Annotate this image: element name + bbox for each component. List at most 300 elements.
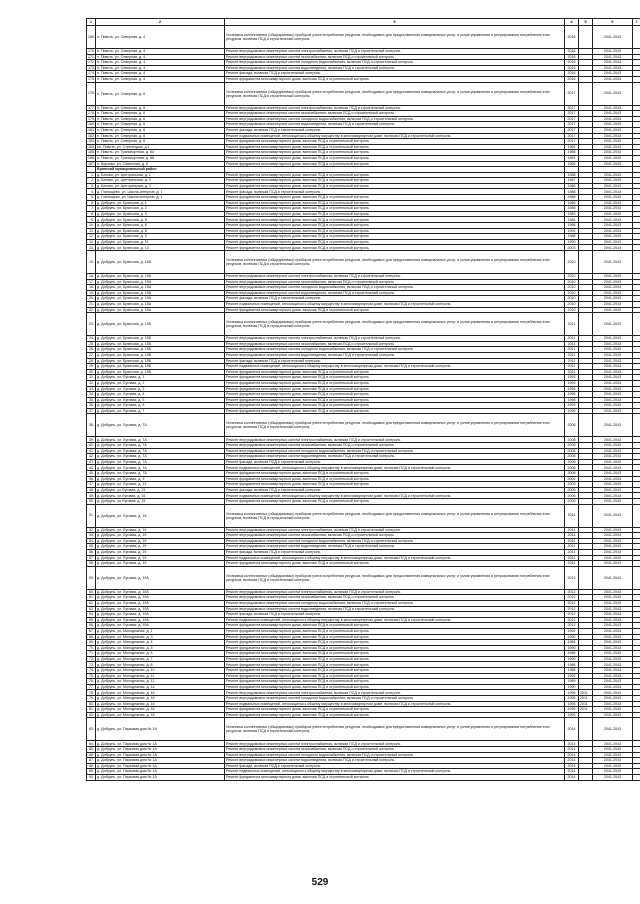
address-cell: д. Добрунь, ул. Брянская, д. 15Б <box>96 369 225 375</box>
address-cell: д. Добрунь, ул. Парковая,дом № 1А <box>96 741 225 747</box>
row-number: 64. <box>87 612 96 618</box>
year-built-cell: 2011 <box>565 341 579 347</box>
work-type-cell: Ремонт фундамента многоквартирного дома, включая ПСД и строительный контроль <box>225 245 565 251</box>
work-type-cell: Ремонт фасада, включая ПСД и строительный контроль <box>225 189 565 195</box>
column-header: 3 <box>225 19 565 26</box>
row-number: 1. <box>87 172 96 178</box>
work-type-cell: Ремонт фундамента многоквартирного дома, включая ПСД и строительный контроль <box>225 392 565 398</box>
year-repaired-cell: 2011 <box>579 707 593 713</box>
row-number: 56. <box>87 549 96 555</box>
planned-period-cell: 2041-2043 <box>593 251 633 274</box>
row-number: 13. <box>87 239 96 245</box>
year-built-cell: 2011 <box>565 555 579 561</box>
planned-period-cell: 2041-2043 <box>593 397 633 403</box>
work-type-cell: Ремонт внутридомовых инженерных систем газоснабжения, включая ПСД и строительный контроль <box>225 111 565 117</box>
row-number: 63. <box>87 606 96 612</box>
year-built-cell: 2011 <box>565 504 579 527</box>
address-cell: д. Добрунь, ул. Луговая, д. 7А <box>96 414 225 437</box>
row-number: 27. <box>87 352 96 358</box>
work-type-cell: Ремонт фундамента многоквартирного дома, включая ПСД и строительный контроль <box>225 408 565 414</box>
work-type-cell: Ремонт фундамента многоквартирного дома, включая ПСД и строительный контроль <box>225 161 565 167</box>
year-built-cell: 1985 <box>565 200 579 206</box>
year-built-cell: 2016 <box>565 54 579 60</box>
row-number: 54. <box>87 538 96 544</box>
row-number: 65. <box>87 617 96 623</box>
row-number: 18. <box>87 285 96 291</box>
table-row <box>87 566 640 589</box>
planned-period-cell: 2041-2043 <box>593 640 633 646</box>
address-cell: д. Добрунь, ул. Брянская, д. 15А <box>96 296 225 302</box>
row-number: 175. <box>88 77 95 82</box>
year-built-cell: 1990 <box>565 684 579 690</box>
row-number: 176. <box>87 82 96 105</box>
row-number: 73. <box>87 662 96 668</box>
row-number: 172. <box>88 60 95 65</box>
address-cell: д. Батово, ул. Центральная, д. 1 <box>96 172 225 178</box>
planned-period-cell: 2041-2043 <box>593 127 633 133</box>
work-type-cell: Ремонт фундамента многоквартирного дома, включая ПСД и строительный контроль <box>225 656 565 662</box>
row-number: 49. <box>87 493 96 499</box>
work-type-cell: Ремонт внутридомовых инженерных систем холодного водоснабжения, включая ПСД и строительный контроль <box>225 752 565 758</box>
row-number: 55. <box>87 544 96 550</box>
column-header: 5 <box>579 19 593 26</box>
year-built-cell: 2003 <box>565 482 579 488</box>
work-type-cell: Ремонт фундамента многоквартирного дома, включая ПСД и строительный контроль <box>225 707 565 713</box>
row-number: 3. <box>87 183 96 189</box>
work-type-cell: Ремонт фасада, включая ПСД и строительный контроль <box>225 612 565 618</box>
work-type-cell: Ремонт фундамента многоквартирного дома, включая ПСД и строительный контроль <box>225 679 565 685</box>
work-type-cell: Ремонт фундамента многоквартирного дома, включая ПСД и строительный контроль <box>225 172 565 178</box>
planned-period-cell: 2041-2043 <box>593 369 633 375</box>
year-built-cell: 2016 <box>565 26 579 49</box>
year-built-cell: 1988 <box>565 206 579 212</box>
address-cell: д. Добрунь, ул. Луговая, д. 19 <box>96 549 225 555</box>
planned-period-cell: 2041-2043 <box>593 82 633 105</box>
address-cell: д. Добрунь, ул. Луговая, д. 3 <box>96 386 225 392</box>
planned-period-cell: 2041-2043 <box>593 380 633 386</box>
address-cell: д. Добрунь, ул. Молодежная, д. 18 <box>96 712 225 718</box>
row-number: 34. <box>87 392 96 398</box>
planned-period-cell: 2041-2043 <box>593 290 633 296</box>
planned-period-cell: 2041-2043 <box>593 747 633 753</box>
year-built-cell: 1988 <box>565 195 579 201</box>
row-number: 47. <box>87 482 96 488</box>
row-number: 58. <box>87 561 96 567</box>
address-cell: п. Пивоть, ул. Северная, д. 6 <box>96 116 225 122</box>
planned-period-cell: 2041-2043 <box>593 341 633 347</box>
planned-period-cell: 2041-2043 <box>593 375 633 381</box>
row-number: 66. <box>87 623 96 629</box>
year-built-cell: 2012 <box>565 600 579 606</box>
planned-period-cell: 2041-2043 <box>593 116 633 122</box>
row-number: 62. <box>87 600 96 606</box>
work-type-cell: Ремонт фасада, включая ПСД и строительный контроль <box>225 127 565 133</box>
work-type-cell: Ремонт фундамента многоквартирного дома, включая ПСД и строительный контроль <box>225 369 565 375</box>
year-built-cell: 2002 <box>565 476 579 482</box>
row-number: 179. <box>88 116 95 121</box>
work-type-cell: Ремонт фундамента многоквартирного дома, включая ПСД и строительный контроль <box>225 397 565 403</box>
year-built-cell: 1989 <box>565 679 579 685</box>
planned-period-cell: 2041-2043 <box>593 651 633 657</box>
address-cell: д. Добрунь, ул. Молодежная, д. 6 <box>96 651 225 657</box>
planned-period-cell: 2041-2043 <box>593 352 633 358</box>
row-number: 177. <box>88 105 95 110</box>
address-cell: п. Борзово, ул. Советская, д. 6 <box>96 161 225 167</box>
year-built-cell: 1988 <box>565 150 579 156</box>
year-built-cell: 1995 <box>565 701 579 707</box>
address-cell: д. Добрунь, ул. Луговая, д. 9 <box>96 476 225 482</box>
year-built-cell: 2017 <box>565 122 579 128</box>
column-header: 7 <box>633 19 640 26</box>
address-cell: д. Добрунь, ул. Молодежная, д. 3 <box>96 634 225 640</box>
planned-period-cell: 2041-2043 <box>593 239 633 245</box>
address-cell: д. Добрунь, ул. Парковая,дом № 1А <box>96 747 225 753</box>
year-built-cell: 2003 <box>565 245 579 251</box>
year-built-cell: 2012 <box>565 595 579 601</box>
column-number-row <box>87 19 640 26</box>
work-type-cell: Ремонт внутридомовых инженерных систем электроснабжения, включая ПСД и строительный контроль <box>225 437 565 443</box>
address-cell: д. Добрунь, ул. Луговая, д. 2 <box>96 380 225 386</box>
work-type-cell: Ремонт внутридомовых инженерных систем электроснабжения, включая ПСД и строительный контроль <box>225 336 565 342</box>
address-cell: д. Добрунь, ул. Брянская, д. 9 <box>96 234 225 240</box>
work-type-cell: Ремонт фундамента многоквартирного дома, включая ПСД и строительный контроль <box>225 211 565 217</box>
row-number: 61. <box>87 595 96 601</box>
year-built-cell: 1965 <box>565 161 579 167</box>
planned-period-cell: 2041-2043 <box>593 336 633 342</box>
planned-period-cell: 2041-2043 <box>593 701 633 707</box>
year-repaired-cell <box>579 774 593 780</box>
year-built-cell: 2017 <box>565 82 579 105</box>
address-cell: п. Пивоть, ул. Северная, д. 6 <box>96 122 225 128</box>
address-cell: д. Добрунь, ул. Брянская, д. 15Б <box>96 364 225 370</box>
year-built-cell: 2011 <box>565 364 579 370</box>
year-built-cell: 1992 <box>565 228 579 234</box>
planned-period-cell: 2041-2043 <box>593 476 633 482</box>
planned-period-cell: 2041-2043 <box>593 566 633 589</box>
work-type-cell: Ремонт внутридомовых инженерных систем электроснабжения, включая ПСД и строительный контроль <box>225 589 565 595</box>
address-cell: д. Добрунь, ул. Луговая, д. 19А <box>96 617 225 623</box>
planned-period-cell: 2041-2043 <box>593 65 633 71</box>
work-type-cell: Установка коллективных (общедомовых) приборов учета потребления ресурсов, необходимых для предоставления коммунальных услуг, и узлов управления и регулирования потребления этих ресурсов, включая ПСД и строительный контроль <box>225 82 565 105</box>
planned-period-cell: 2041-2043 <box>593 245 633 251</box>
address-cell: д. Глинищево, ул. Школа-интернат, д. 1 <box>96 195 225 201</box>
row-number: 183. <box>88 139 95 144</box>
work-type-cell: Ремонт подвальных помещений, относящихся к общему имуществу в многоквартирном доме, включая ПСД и строительный контроль <box>225 555 565 561</box>
work-type-cell: Ремонт внутридомовых инженерных систем газоснабжения, включая ПСД и строительный контроль <box>225 54 565 60</box>
address-cell: д. Добрунь, ул. Луговая, д. 19А <box>96 600 225 606</box>
address-cell: д. Добрунь, ул. Брянская, д. 2 <box>96 206 225 212</box>
planned-period-cell: 2041-2043 <box>593 392 633 398</box>
work-type-cell: Ремонт фасада, включая ПСД и строительный контроль <box>225 459 565 465</box>
note-cell <box>633 504 640 527</box>
address-cell: п. Пивоть, ул. Северная, д. 6 <box>96 82 225 105</box>
address-cell: д. Добрунь, ул. Молодежная, д. 4 <box>96 640 225 646</box>
address-cell: д. Добрунь, ул. Молодежная, д. 16 <box>96 696 225 702</box>
planned-period-cell: 2041-2043 <box>593 718 633 741</box>
address-cell: д. Добрунь, ул. Брянская, д. 15А <box>96 251 225 274</box>
planned-period-cell: 2041-2043 <box>593 589 633 595</box>
planned-period-cell: 2041-2043 <box>593 223 633 229</box>
planned-period-cell: 2041-2043 <box>593 454 633 460</box>
planned-period-cell: 2041-2043 <box>593 228 633 234</box>
row-number: 8. <box>87 211 96 217</box>
row-number: 76. <box>87 679 96 685</box>
address-cell: п. Пивоть, ул. Северная, д. 4 <box>96 60 225 66</box>
planned-period-cell: 2041-2043 <box>593 358 633 364</box>
row-number: 11. <box>87 228 96 234</box>
year-repaired-cell <box>579 414 593 437</box>
address-cell: д. Добрунь, ул. Луговая, д. 19А <box>96 589 225 595</box>
row-number: 45. <box>87 471 96 477</box>
year-built-cell: 2017 <box>565 133 579 139</box>
planned-period-cell: 2041-2043 <box>593 279 633 285</box>
row-number: 29. <box>87 364 96 370</box>
planned-period-cell: 2041-2043 <box>593 150 633 156</box>
row-number: 59. <box>87 566 96 589</box>
row-number: 42. <box>87 454 96 460</box>
work-type-cell: Ремонт фундамента многоквартирного дома, включая ПСД и строительный контроль <box>225 623 565 629</box>
address-cell: д. Добрунь, ул. Луговая, д. 7А <box>96 437 225 443</box>
year-built-cell: 1988 <box>565 668 579 674</box>
address-cell: д. Добрунь, ул. Луговая, д. 19 <box>96 527 225 533</box>
work-type-cell: Установка коллективных (общедомовых) приборов учета потребления ресурсов, необходимых для предоставления коммунальных услуг, и узлов управления и регулирования потребления этих ресурсов, включая ПСД и строительный контроль <box>225 504 565 527</box>
row-number: 21. <box>87 301 96 307</box>
row-number: 185. <box>88 150 95 155</box>
planned-period-cell: 2041-2043 <box>593 544 633 550</box>
planned-period-cell: 2041-2043 <box>593 285 633 291</box>
address-cell: д. Добрунь, ул. Луговая, д. 19 <box>96 538 225 544</box>
row-number: 26. <box>87 347 96 353</box>
planned-period-cell: 2041-2043 <box>593 403 633 409</box>
work-type-cell: Ремонт внутридомовых инженерных систем холодного водоснабжения, включая ПСД и строительный контроль <box>225 538 565 544</box>
work-type-cell: Ремонт внутридомовых инженерных систем электроснабжения, включая ПСД и строительный контроль <box>225 690 565 696</box>
planned-period-cell: 2041-2043 <box>593 178 633 184</box>
year-built-cell: 2011 <box>565 369 579 375</box>
planned-period-cell: 2041-2043 <box>593 533 633 539</box>
row-number: 180. <box>88 122 95 127</box>
row-number: 44. <box>87 465 96 471</box>
work-type-cell: Ремонт подвальных помещений, относящихся к общему имуществу в многоквартирном доме, включая ПСД и строительный контроль <box>225 701 565 707</box>
year-repaired-cell: 2011 <box>579 690 593 696</box>
work-type-cell: Установка коллективных (общедомовых) приборов учета потребления ресурсов, необходимых для предоставления коммунальных услуг, и узлов управления и регулирования потребления этих ресурсов, включая ПСД и строительный контроль <box>225 566 565 589</box>
work-type-cell: Ремонт внутридомовых инженерных систем водоотведения, включая ПСД и строительный контроль <box>225 758 565 764</box>
planned-period-cell: 2041-2043 <box>593 752 633 758</box>
planned-period-cell: 2041-2043 <box>593 606 633 612</box>
address-cell: д. Добрунь, ул. Брянская, д. 15А <box>96 301 225 307</box>
address-cell: д. Добрунь, ул. Луговая, д. 7А <box>96 459 225 465</box>
year-repaired-cell <box>579 566 593 589</box>
work-type-cell: Ремонт фундамента многоквартирного дома, включая ПСД и строительный контроль <box>225 386 565 392</box>
planned-period-cell: 2041-2043 <box>593 561 633 567</box>
table-row <box>87 414 640 437</box>
address-cell: д. Добрунь, ул. Луговая, д. 19А <box>96 566 225 589</box>
table-row <box>87 504 640 527</box>
address-cell: п. Пивоть, ул. Северная, д. 6 <box>96 111 225 117</box>
address-cell: д. Батово, ул. Центральная, д. 2 <box>96 178 225 184</box>
year-built-cell: 2017 <box>565 116 579 122</box>
work-type-cell: Ремонт фундамента многоквартирного дома, включая ПСД и строительный контроль <box>225 375 565 381</box>
year-built-cell: 2011 <box>565 313 579 336</box>
address-cell: д. Добрунь, ул. Молодежная, д. 1 <box>96 628 225 634</box>
year-built-cell: 1990 <box>565 645 579 651</box>
planned-period-cell: 2041-2043 <box>593 684 633 690</box>
planned-period-cell: 2041-2043 <box>593 465 633 471</box>
year-built-cell: 1990 <box>565 656 579 662</box>
work-type-cell: Ремонт внутридомовых инженерных систем водоотведения, включая ПСД и строительный контроль <box>225 606 565 612</box>
planned-period-cell: 2041-2043 <box>593 296 633 302</box>
work-type-cell: Установка коллективных (общедомовых) приборов учета потребления ресурсов, необходимых для предоставления коммунальных услуг, и узлов управления и регулирования потребления этих ресурсов, включая ПСД и строительный контроль <box>225 26 565 49</box>
planned-period-cell: 2041-2043 <box>593 538 633 544</box>
address-cell: д. Добрунь, ул. Брянская, д. 15А <box>96 285 225 291</box>
planned-period-cell: 2041-2043 <box>593 774 633 780</box>
row-number: 178. <box>88 111 95 116</box>
address-cell: п. Пивоть, ул. Транспортная, д. 66 <box>96 155 225 161</box>
address-cell: д. Добрунь, ул. Молодежная, д. 10 <box>96 668 225 674</box>
row-number: 46. <box>87 476 96 482</box>
row-number: 23. <box>87 313 96 336</box>
column-header: 4 <box>565 19 579 26</box>
row-number: 82. <box>87 712 96 718</box>
address-cell: д. Добрунь, ул. Брянская, д. 15А <box>96 307 225 313</box>
work-type-cell: Ремонт фундамента многоквартирного дома, включая ПСД и строительный контроль <box>225 668 565 674</box>
address-cell: д. Добрунь, ул. Молодежная, д. 16 <box>96 701 225 707</box>
address-cell: д. Добрунь, ул. Молодежная, д. 11 <box>96 673 225 679</box>
year-built-cell: 1996 <box>565 392 579 398</box>
work-type-cell: Ремонт фасада, включая ПСД и строительный контроль <box>225 487 565 493</box>
year-built-cell: 2010 <box>565 274 579 280</box>
address-cell: п. Пивоть, ул. Северная, д. 4 <box>96 76 225 82</box>
work-type-cell: Ремонт фасада, включая ПСД и строительный контроль <box>225 71 565 77</box>
planned-period-cell: 2041-2043 <box>593 111 633 117</box>
planned-period-cell: 2041-2043 <box>593 211 633 217</box>
note-cell <box>633 26 640 49</box>
planned-period-cell: 2041-2043 <box>593 471 633 477</box>
address-cell: д. Добрунь, ул. Луговая, д. 7А <box>96 471 225 477</box>
work-type-cell: Ремонт фундамента многоквартирного дома, включая ПСД и строительный контроль <box>225 471 565 477</box>
planned-period-cell: 2041-2043 <box>593 234 633 240</box>
planned-period-cell: 2041-2043 <box>593 183 633 189</box>
row-number: 85. <box>87 747 96 753</box>
work-type-cell: Ремонт фундамента многоквартирного дома, включая ПСД и строительный контроль <box>225 195 565 201</box>
address-cell: д. Добрунь, ул. Брянская, д. 3 <box>96 211 225 217</box>
planned-period-cell: 2041-2043 <box>593 617 633 623</box>
row-number: 25. <box>87 341 96 347</box>
year-repaired-cell <box>579 504 593 527</box>
year-built-cell: 1993 <box>565 380 579 386</box>
work-type-cell: Ремонт фундамента многоквартирного дома, включая ПСД и строительный контроль <box>225 684 565 690</box>
work-type-cell: Ремонт внутридомовых инженерных систем холодного водоснабжения, включая ПСД и строительный контроль <box>225 116 565 122</box>
row-number: 84. <box>87 741 96 747</box>
address-cell: д. Добрунь, ул. Луговая, д. 13 <box>96 482 225 488</box>
year-built-cell: 2011 <box>565 358 579 364</box>
row-number: 184. <box>88 144 95 149</box>
row-number: 71. <box>87 651 96 657</box>
planned-period-cell: 2041-2043 <box>593 595 633 601</box>
row-number: 16. <box>87 274 96 280</box>
planned-period-cell: 2041-2043 <box>593 679 633 685</box>
planned-period-cell: 2041-2043 <box>593 741 633 747</box>
year-built-cell: 2008 <box>565 443 579 449</box>
year-built-cell: 2008 <box>565 471 579 477</box>
planned-period-cell: 2041-2043 <box>593 504 633 527</box>
address-cell: д. Добрунь, ул. Брянская, д. 15Б <box>96 336 225 342</box>
row-number: 57. <box>87 555 96 561</box>
address-cell: д. Добрунь, ул.Луговая, д. 15 <box>96 493 225 499</box>
row-number: 174. <box>88 71 95 76</box>
year-repaired-cell <box>579 251 593 274</box>
row-number: 53. <box>87 533 96 539</box>
year-built-cell: 1988 <box>565 662 579 668</box>
work-type-cell: Ремонт внутридомовых инженерных систем электроснабжения, включая ПСД и строительный контроль <box>225 274 565 280</box>
work-type-cell: Установка коллективных (общедомовых) приборов учета потребления ресурсов, необходимых для предоставления коммунальных услуг, и узлов управления и регулирования потребления этих ресурсов, включая ПСД и строительный контроль <box>225 718 565 741</box>
work-type-cell: Ремонт фундамента многоквартирного дома, включая ПСД и строительный контроль <box>225 561 565 567</box>
year-built-cell: 2014 <box>565 758 579 764</box>
planned-period-cell: 2041-2043 <box>593 26 633 49</box>
year-built-cell: 2010 <box>565 290 579 296</box>
year-built-cell: 1986 <box>565 223 579 229</box>
work-type-cell: Ремонт внутридомовых инженерных систем водоотведения, включая ПСД и строительный контроль <box>225 65 565 71</box>
work-type-cell: Ремонт фундамента многоквартирного дома, включая ПСД и строительный контроль <box>225 712 565 718</box>
address-cell: д. Добрунь, ул. Брянская, д. 5 <box>96 217 225 223</box>
year-built-cell: 2008 <box>565 448 579 454</box>
work-type-cell: Ремонт фундамента многоквартирного дома, включая ПСД и строительный контроль <box>225 628 565 634</box>
year-repaired-cell <box>579 82 593 105</box>
year-built-cell: 2010 <box>565 296 579 302</box>
planned-period-cell: 2041-2043 <box>593 386 633 392</box>
year-built-cell: 2010 <box>565 301 579 307</box>
year-repaired-cell: 2011 <box>579 701 593 707</box>
address-cell: д. Добрунь, ул. Молодежная, д. 12 <box>96 679 225 685</box>
row-number: 69. <box>87 640 96 646</box>
row-number: 38. <box>87 414 96 437</box>
address-cell: д. Добрунь, ул. Молодежная, д. 14 <box>96 684 225 690</box>
planned-period-cell: 2041-2043 <box>593 656 633 662</box>
address-cell: д. Добрунь, ул. Парковая,дом № 1А <box>96 774 225 780</box>
address-cell: д. Добрунь, ул. Луговая, д. 7А <box>96 443 225 449</box>
year-built-cell: 1995 <box>565 707 579 713</box>
year-built-cell: 1962 <box>565 144 579 150</box>
work-type-cell: Ремонт фундамента многоквартирного дома, включая ПСД и строительный контроль <box>225 206 565 212</box>
address-cell: п. Пивоть, ул. Северная, д. 6 <box>96 139 225 145</box>
address-cell: д. Добрунь, ул. Брянская, д. 15Б <box>96 347 225 353</box>
planned-period-cell: 2041-2043 <box>593 347 633 353</box>
year-built-cell: 1994 <box>565 386 579 392</box>
work-type-cell: Ремонт внутридомовых инженерных систем электроснабжения, включая ПСД и строительный контроль <box>225 49 565 55</box>
row-number: 17. <box>87 279 96 285</box>
year-built-cell: 1988 <box>565 234 579 240</box>
work-type-cell: Ремонт фундамента многоквартирного дома, включая ПСД и строительный контроль <box>225 150 565 156</box>
year-built-cell: 2011 <box>565 538 579 544</box>
row-number: 43. <box>87 459 96 465</box>
planned-period-cell: 2041-2043 <box>593 122 633 128</box>
work-type-cell: Ремонт подвальных помещений, относящихся к общему имуществу в многоквартирном доме, включая ПСД и строительный контроль <box>225 493 565 499</box>
planned-period-cell: 2041-2043 <box>593 645 633 651</box>
row-number: 31. <box>87 375 96 381</box>
address-cell: п. Пивоть, ул. Северная, д. 6 <box>96 105 225 111</box>
work-type-cell: Ремонт фундамента многоквартирного дома, включая ПСД и строительный контроль <box>225 217 565 223</box>
work-type-cell: Ремонт внутридомовых инженерных систем электроснабжения, включая ПСД и строительный контроль <box>225 741 565 747</box>
row-number: 89. <box>87 769 96 775</box>
address-cell: д. Добрунь, ул. Парковая,дом № 1А <box>96 769 225 775</box>
year-built-cell: 2010 <box>565 307 579 313</box>
year-built-cell: 1988 <box>565 172 579 178</box>
work-type-cell: Ремонт внутридомовых инженерных систем водоотведения, включая ПСД и строительный контроль <box>225 454 565 460</box>
planned-period-cell: 2041-2043 <box>593 612 633 618</box>
work-type-cell: Ремонт фундамента многоквартирного дома, включая ПСД и строительный контроль <box>225 239 565 245</box>
row-number: 30. <box>87 369 96 375</box>
table-body <box>87 19 640 781</box>
address-cell: д. Добрунь, ул. Молодежная, д. 16 <box>96 690 225 696</box>
